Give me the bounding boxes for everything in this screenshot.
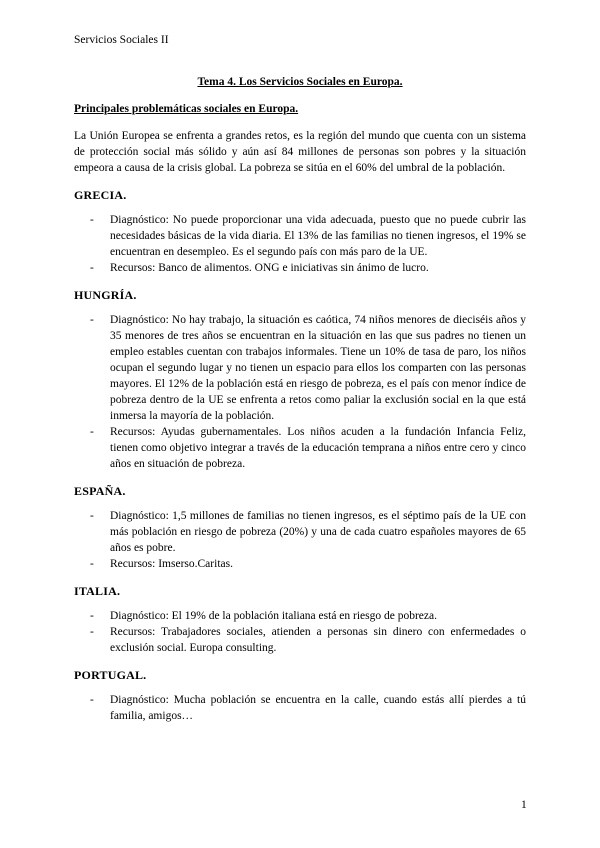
country-heading-espana: ESPAÑA. [74,484,126,498]
country-list-hungria [74,312,526,472]
item-text: Recursos: Imserso.Caritas. [110,558,233,570]
item-text: Diagnóstico: No puede proporcionar una vida adecuada, puesto que no puede cubrir las necesidades básicas de la vida diaria. El 13% de las familias no tienen ingresos, el 19% se encuentran en desempleo. Es el segundo país con más paro de la UE. [110,214,526,258]
bullet-dash: - [90,694,94,706]
list-item [74,424,526,472]
item-text: Diagnóstico: No hay trabajo, la situación es caótica, 74 niños menores de dieciséis años y 35 menores de tres años se encuentran en la situación en las que sus padres no tienen un empleo estables cuentan con trabajos informales. Tiene un 10% de tasa de paro, los niños ocupan el segundo lugar y no tienen un espacio para ellos los comparten con las personas mayores. El 12% de la población está en riesgo de pobreza, es el país con menor índice de pobreza dentro de la UE se enfrenta a retos como paliar la exclusión social en la que está inmersa la mayoría de la población. [110,314,526,422]
page-content [74,74,526,735]
bullet-dash: - [90,214,94,226]
list-item [74,624,526,656]
country-list-grecia [74,212,526,276]
section-subtitle: Principales problemáticas sociales en Europa. [74,103,299,115]
bullet-dash: - [90,426,94,438]
item-text: Recursos: Banco de alimentos. ONG e iniciativas sin ánimo de lucro. [110,262,429,274]
item-text: Diagnóstico: 1,5 millones de familias no tienen ingresos, es el séptimo país de la UE con más población en riesgo de pobreza (20%) y una de cada cuatro españoles mayores de 65 años es pobre. [110,510,526,554]
list-item [74,312,526,424]
country-list-italia [74,608,526,656]
item-text: Diagnóstico: El 19% de la población italiana está en riesgo de pobreza. [110,610,437,622]
item-text: Diagnóstico: Mucha población se encuentra en la calle, cuando estás allí pierdes a tú familia, amigos… [110,694,526,722]
list-item [74,212,526,260]
country-heading-portugal: PORTUGAL. [74,668,147,682]
list-item [74,692,526,724]
bullet-dash: - [90,314,94,326]
page-header: Servicios Sociales II [74,34,169,46]
list-item [74,508,526,556]
bullet-dash: - [90,262,94,274]
country-heading-hungria: HUNGRÍA. [74,288,137,302]
bullet-dash: - [90,626,94,638]
bullet-dash: - [90,610,94,622]
item-text: Recursos: Ayudas gubernamentales. Los niños acuden a la fundación Infancia Feliz, tienen como objetivo integrar a través de la educación temprana a niños entre cero y cinco años en situación de pobreza. [110,426,526,470]
page-number: 1 [521,799,527,811]
bullet-dash: - [90,510,94,522]
document-title: Tema 4. Los Servicios Sociales en Europa. [197,76,403,88]
intro-paragraph: La Unión Europea se enfrenta a grandes retos, es la región del mundo que cuenta con un sistema de protección social más sólido y aún así 84 millones de personas son pobres y la situación empeora a causa de la crisis global. La pobreza se sitúa en el 60% del umbral de la población. [74,130,526,174]
country-list-portugal [74,692,526,724]
bullet-dash: - [90,558,94,570]
list-item [74,608,526,624]
country-heading-grecia: GRECIA. [74,188,127,202]
list-item [74,260,526,276]
item-text: Recursos: Trabajadores sociales, atienden a personas sin dinero con enfermedades o exclusión social. Europa consulting. [110,626,526,654]
country-list-espana [74,508,526,572]
list-item [74,556,526,572]
country-heading-italia: ITALIA. [74,584,121,598]
